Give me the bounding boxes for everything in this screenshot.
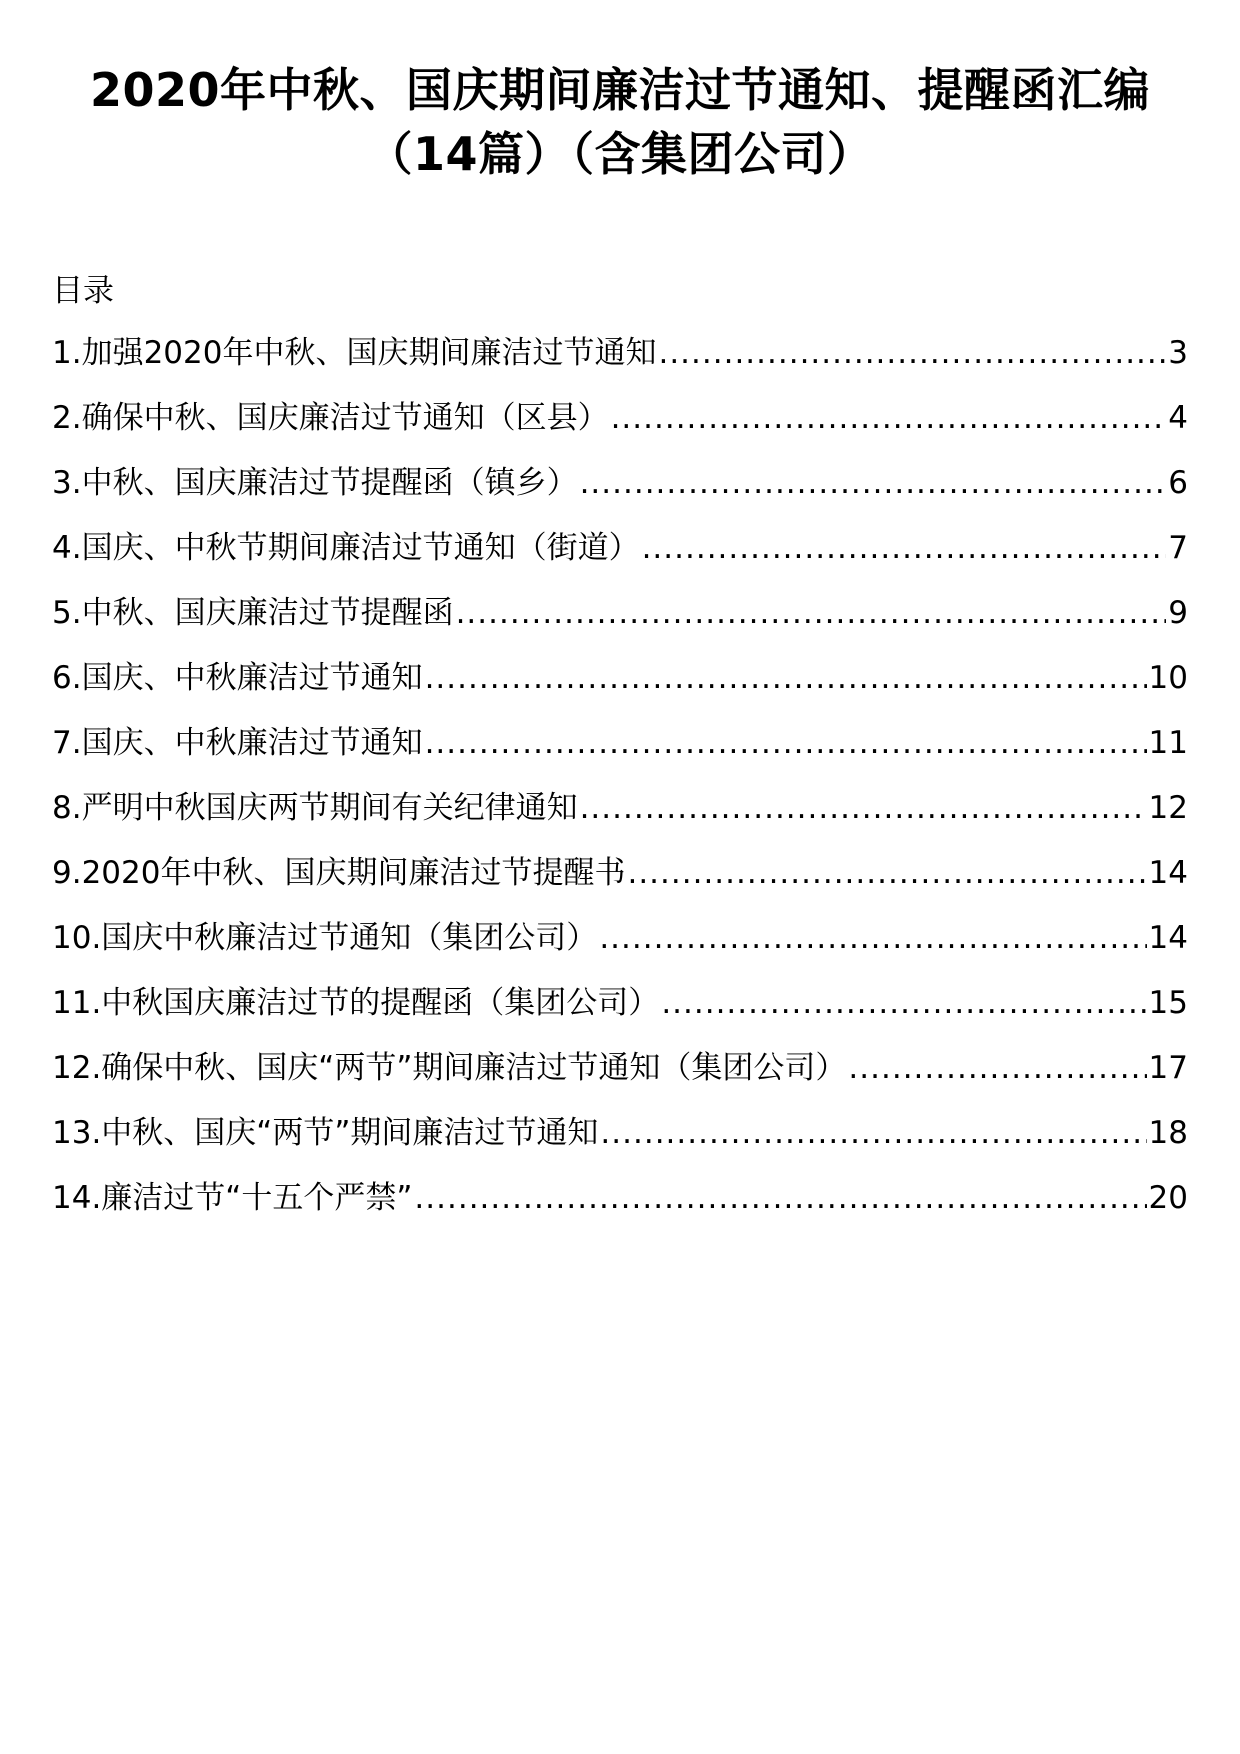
toc-leader-dots [425,723,1147,763]
toc-leader-dots [661,983,1146,1023]
toc-item-9[interactable] [52,853,1188,918]
toc-page-number: 7 [1168,530,1188,566]
toc-page-number: 3 [1168,335,1188,371]
toc-item-text: 6.国庆、中秋廉洁过节通知 [52,660,423,696]
toc-leader-dots [580,788,1147,828]
toc-page-number: 9 [1168,595,1188,631]
toc-item-text: 14.廉洁过节“十五个严禁” [52,1180,413,1216]
toc-item-text: 3.中秋、国庆廉洁过节提醒函（镇乡） [52,465,578,501]
toc-item-4[interactable] [52,528,1188,593]
toc-item-11[interactable] [52,983,1188,1048]
toc-leader-dots [580,463,1167,503]
toc-leader-dots [848,1048,1146,1088]
toc-item-3[interactable] [52,463,1188,528]
toc-item-13[interactable] [52,1113,1188,1178]
toc-page-number: 14 [1148,855,1188,891]
toc-heading: 目录 [52,273,114,309]
toc-page-number: 17 [1148,1050,1188,1086]
toc-leader-dots [425,658,1147,698]
table-of-contents [52,333,1188,1243]
toc-item-text: 10.国庆中秋廉洁过节通知（集团公司） [52,920,598,956]
toc-leader-dots [627,853,1146,893]
toc-item-text: 9.2020年中秋、国庆期间廉洁过节提醒书 [52,855,626,891]
toc-item-text: 4.国庆、中秋节期间廉洁过节通知（街道） [52,530,640,566]
toc-item-10[interactable] [52,918,1188,983]
toc-item-1[interactable] [52,333,1188,398]
toc-page-number: 4 [1168,400,1188,436]
toc-leader-dots [600,1113,1146,1153]
document-title [52,58,1188,186]
toc-page-number: 11 [1148,725,1188,761]
toc-item-2[interactable] [52,398,1188,463]
toc-item-text: 13.中秋、国庆“两节”期间廉洁过节通知 [52,1115,599,1151]
title-line-2: （14篇）（含集团公司） [366,127,874,181]
toc-item-text: 2.确保中秋、国庆廉洁过节通知（区县） [52,400,609,436]
toc-item-6[interactable] [52,658,1188,723]
toc-leader-dots [642,528,1167,568]
toc-leader-dots [611,398,1167,438]
toc-item-text: 7.国庆、中秋廉洁过节通知 [52,725,423,761]
toc-item-text: 8.严明中秋国庆两节期间有关纪律通知 [52,790,578,826]
toc-leader-dots [599,918,1146,958]
toc-leader-dots [456,593,1167,633]
toc-page-number: 14 [1148,920,1188,956]
toc-item-7[interactable] [52,723,1188,788]
toc-page-number: 20 [1148,1180,1188,1216]
toc-item-5[interactable] [52,593,1188,658]
toc-page-number: 10 [1148,660,1188,696]
toc-item-text: 1.加强2020年中秋、国庆期间廉洁过节通知 [52,335,657,371]
toc-page-number: 18 [1148,1115,1188,1151]
toc-item-text: 11.中秋国庆廉洁过节的提醒函（集团公司） [52,985,660,1021]
toc-item-12[interactable] [52,1048,1188,1113]
toc-item-14[interactable] [52,1178,1188,1243]
toc-page-number: 15 [1148,985,1188,1021]
toc-leader-dots [414,1178,1146,1218]
toc-page-number: 6 [1168,465,1188,501]
title-line-1: 2020年中秋、国庆期间廉洁过节通知、提醒函汇编 [89,63,1151,117]
toc-page-number: 12 [1148,790,1188,826]
toc-leader-dots [658,333,1166,373]
toc-item-text: 12.确保中秋、国庆“两节”期间廉洁过节通知（集团公司） [52,1050,847,1086]
toc-item-8[interactable] [52,788,1188,853]
toc-item-text: 5.中秋、国庆廉洁过节提醒函 [52,595,454,631]
